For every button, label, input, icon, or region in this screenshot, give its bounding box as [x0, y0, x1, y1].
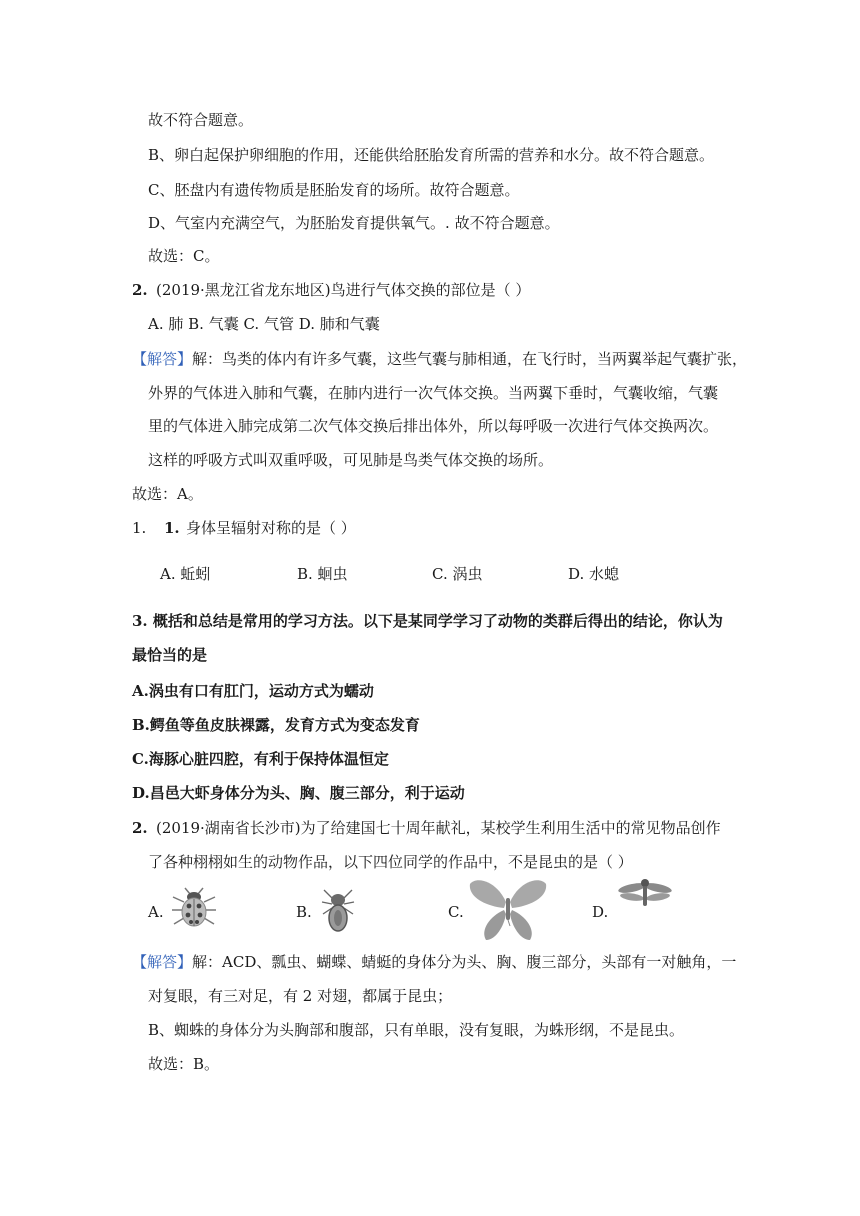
option-d-label: D.	[592, 903, 609, 921]
option-a: A.涡虫有口有肛门，运动方式为蠕动	[132, 682, 374, 700]
answer-choice: 故选：A。	[132, 485, 203, 503]
option-d: D. 水螅	[568, 565, 620, 583]
question-number: 2.	[132, 819, 148, 837]
answer-line: 对复眼，有三对足，有 2 对翅，都属于昆虫；	[148, 987, 453, 1005]
answer-line: B、蜘蛛的身体分为头胸部和腹部，只有单眼，没有复眼，为蛛形纲，不是昆虫。	[148, 1021, 685, 1039]
text-line: D、气室内充满空气，为胚胎发育提供氧气。. 故不符合题意。	[148, 214, 560, 232]
option-c: C.海豚心脏四腔，有利于保持体温恒定	[132, 750, 389, 768]
text-line: 故不符合题意。	[148, 111, 254, 129]
ladybug-image	[170, 886, 218, 930]
question-stem: 3. 概括和总结是常用的学习方法。以下是某同学学习了动物的类群后得出的结论，你认为	[132, 612, 723, 630]
option-a: A. 蚯蚓	[160, 565, 211, 583]
option-b-label: B.	[296, 903, 312, 921]
question-options: A. 肺 B. 气囊 C. 气管 D. 肺和气囊	[148, 315, 380, 333]
answer-choice: 故选：B。	[148, 1055, 220, 1073]
butterfly-image	[466, 876, 550, 944]
answer-text: 解：ACD、瓢虫、蝴蝶、蜻蜓的身体分为头、胸、腹三部分，头部有一对触角，一	[192, 953, 737, 971]
answer-line: 这样的呼吸方式叫双重呼吸，可见肺是鸟类气体交换的场所。	[148, 451, 554, 469]
answer-text: 解：鸟类的体内有许多气囊，这些气囊与肺相通，在飞行时，当两翼举起气囊扩张，	[192, 350, 748, 368]
dragonfly-image	[616, 878, 674, 908]
text-line: 故选：C。	[148, 247, 220, 265]
question-number: 1.	[132, 519, 147, 537]
option-b: B. 蛔虫	[297, 565, 348, 583]
question-stem-continued: 最恰当的是	[132, 646, 208, 664]
answer-line	[132, 952, 736, 972]
answer-line: 里的气体进入肺完成第二次气体交换后排出体外，所以每呼吸一次进行气体交换两次。	[148, 417, 719, 435]
answer-line: 外界的气体进入肺和气囊，在肺内进行一次气体交换。当两翼下垂时，气囊收缩，气囊	[148, 384, 719, 402]
option-d: D.昌邑大虾身体分为头、胸、腹三部分，利于运动	[132, 784, 465, 802]
question-stem: (2019·湖南省长沙市)为了给建国七十周年献礼，某校学生利用生活中的常见物品创作	[156, 819, 721, 837]
question-stem: 身体呈辐射对称的是（ ）	[186, 519, 356, 537]
option-c-label: C.	[448, 903, 464, 921]
answer-line	[132, 349, 747, 369]
option-c: C. 涡虫	[432, 565, 483, 583]
question-inner-number: 1.	[164, 519, 180, 537]
text-line: B、卵白起保护卵细胞的作用，还能供给胚胎发育所需的营养和水分。故不符合题意。	[148, 146, 715, 164]
answer-tag: 【解答】	[132, 953, 193, 971]
text-line: C、胚盘内有遗传物质是胚胎发育的场所。故符合题意。	[148, 181, 520, 199]
option-b: B.鳄鱼等鱼皮肤裸露，发育方式为变态发育	[132, 716, 420, 734]
option-a-label: A.	[148, 903, 164, 921]
question-stem: (2019·黑龙江省龙东地区)鸟进行气体交换的部位是（ ）	[156, 281, 531, 299]
spider-image	[318, 884, 358, 938]
question-stem-continued: 了各种栩栩如生的动物作品，以下四位同学的作品中，不是昆虫的是（ ）	[148, 853, 633, 871]
question-number: 2.	[132, 281, 148, 299]
answer-tag: 【解答】	[132, 350, 193, 368]
